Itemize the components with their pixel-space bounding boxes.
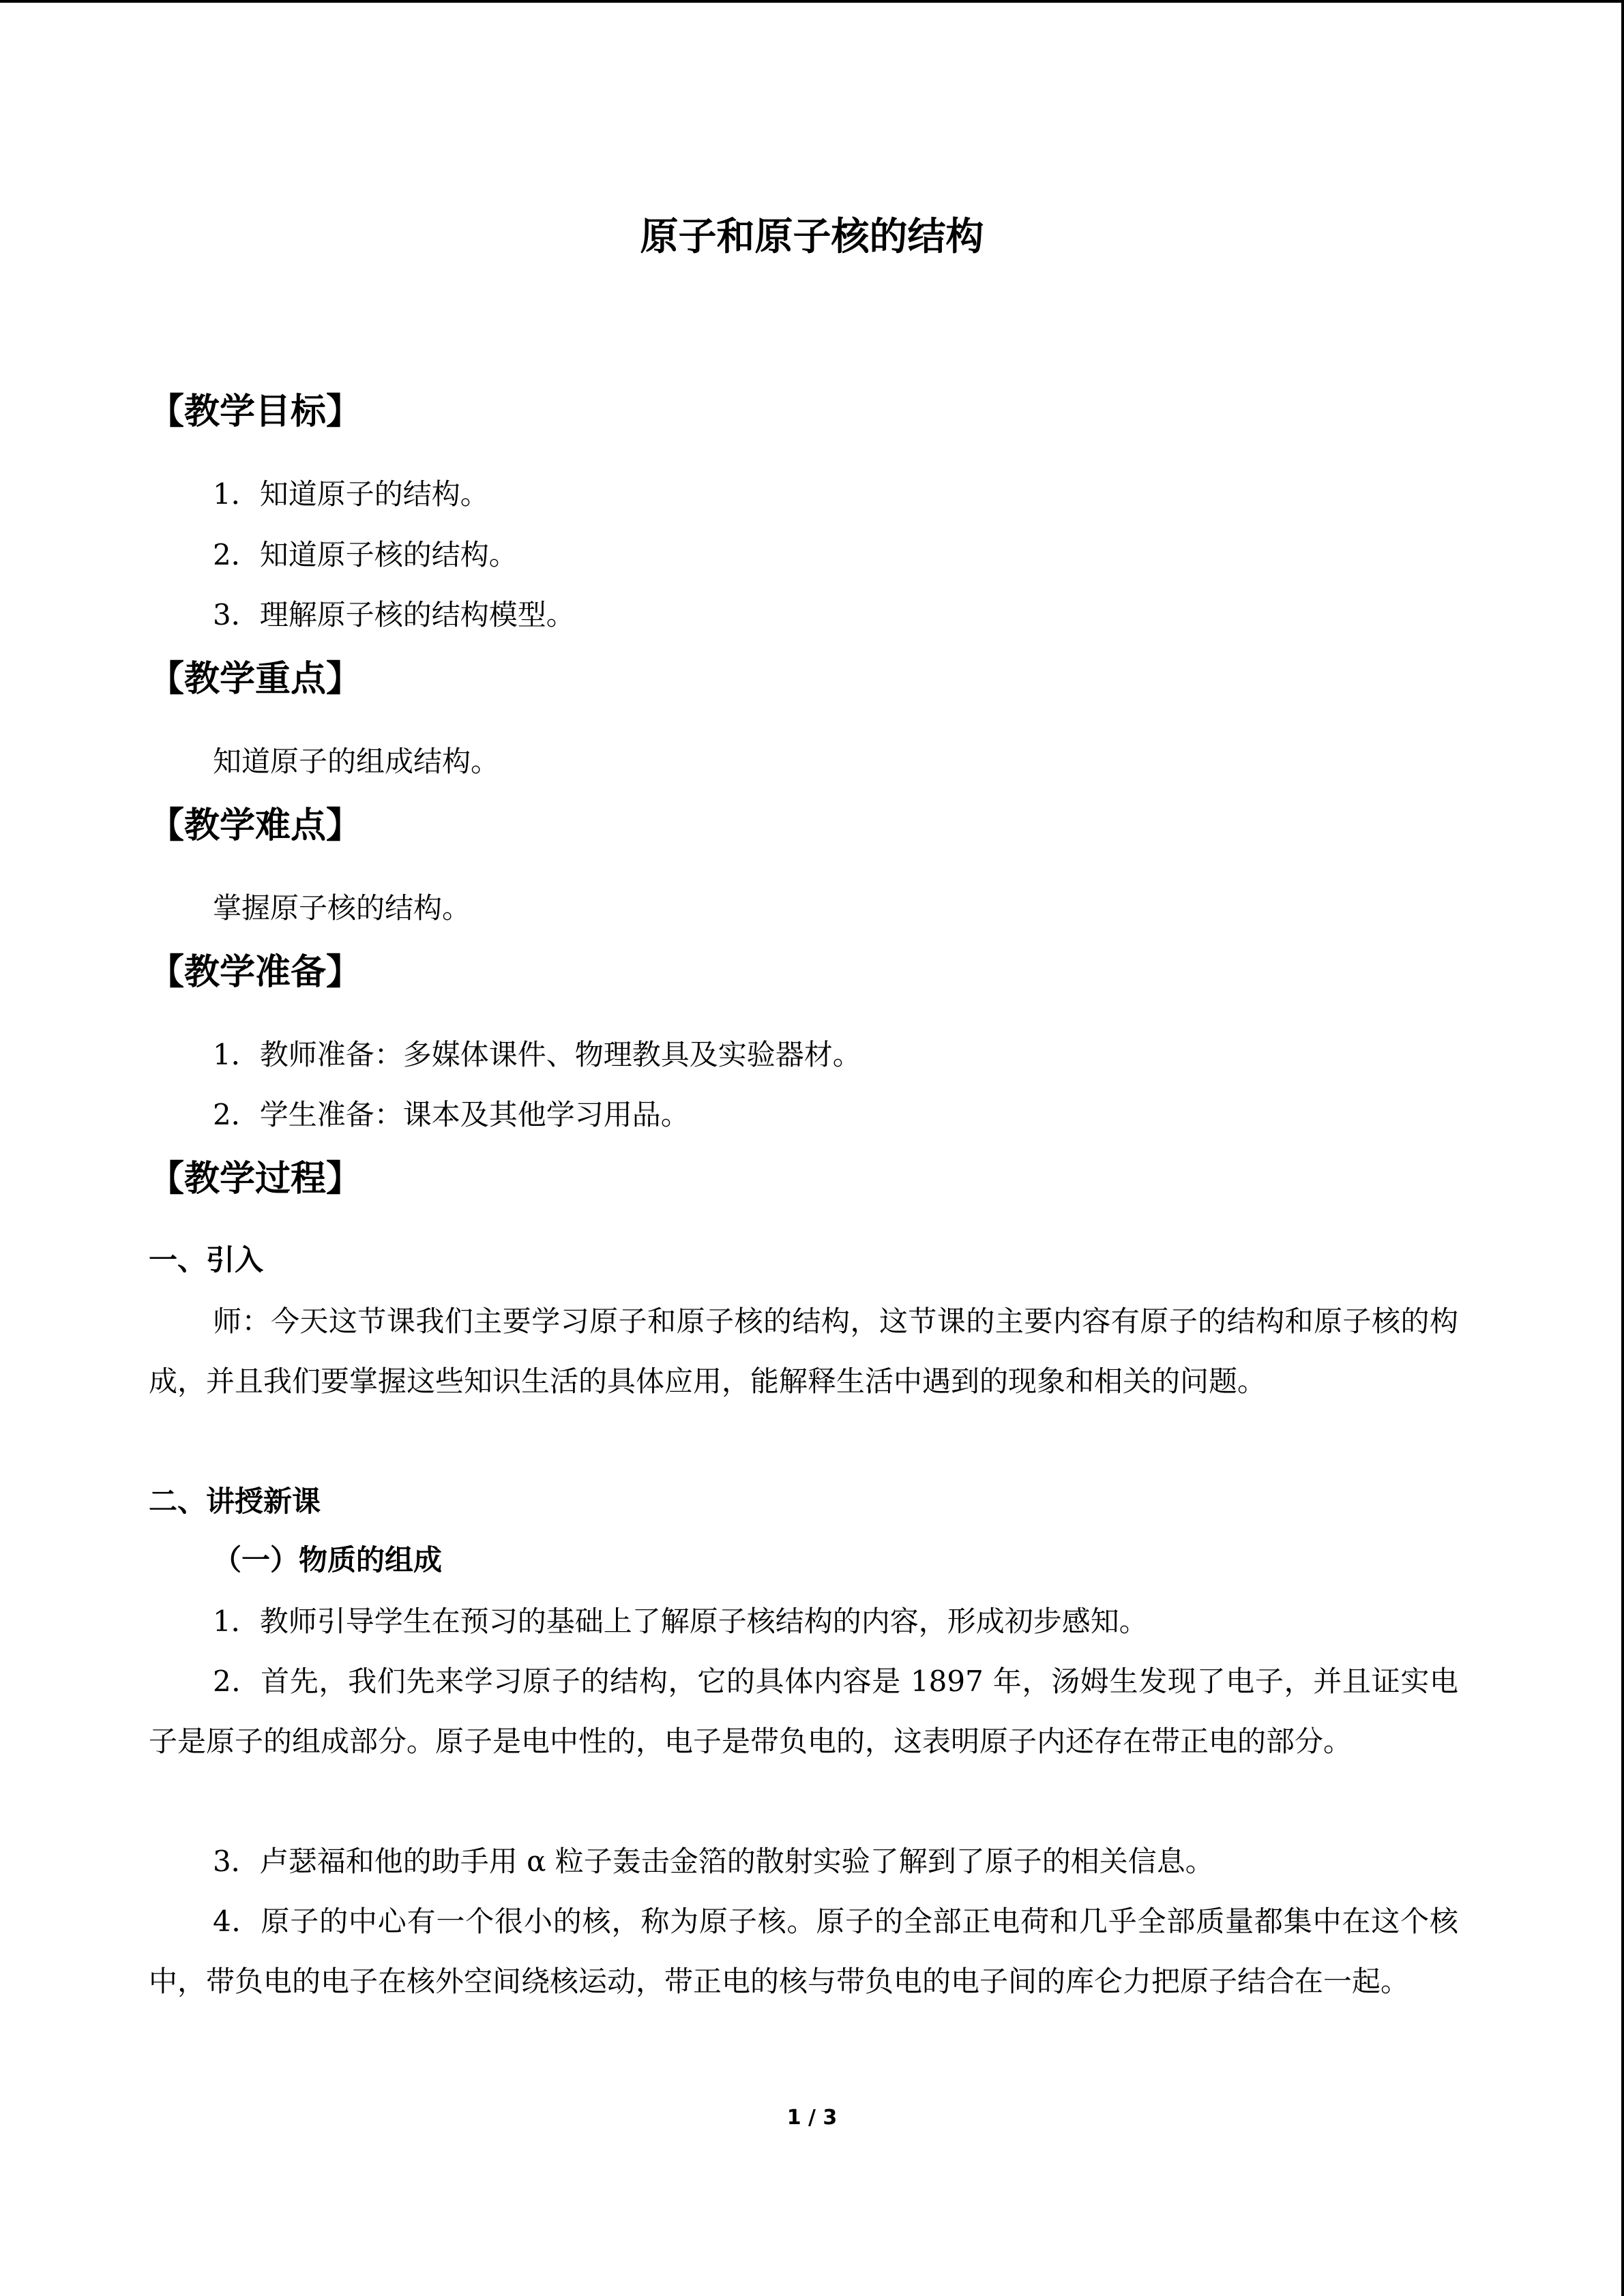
preparation-item-1: 1．教师准备：多媒体课件、物理教具及实验器材。 — [213, 1038, 861, 1071]
key-points-text: 知道原子的组成结构。 — [213, 745, 500, 778]
page-number: 1 / 3 — [786, 2106, 838, 2130]
document-title: 原子和原子核的结构 — [640, 215, 984, 259]
preparation-item-2: 2．学生准备：课本及其他学习用品。 — [213, 1098, 690, 1131]
section-heading-objectives: 【教学目标】 — [149, 391, 362, 432]
objective-item-1: 1．知道原子的结构。 — [213, 477, 489, 511]
objective-item-2: 2．知道原子核的结构。 — [213, 538, 518, 571]
objective-item-3: 3．理解原子核的结构模型。 — [213, 598, 575, 631]
page-right-border — [1621, 0, 1624, 2296]
difficulties-text: 掌握原子核的结构。 — [213, 891, 471, 925]
sub-heading-composition: （一）物质的组成 — [213, 1543, 443, 1577]
section-heading-key-points: 【教学重点】 — [149, 659, 362, 700]
lesson-paragraph-4: 4．原子的中心有一个很小的核，称为原子核。原子的全部正电荷和几乎全部质量都集中在这个核中，带负电的电子在核外空间绕核运动，带正电的核与带负电的电子间的库仑力把原子结合在一起。 — [149, 1905, 1458, 1998]
intro-heading: 一、引入 — [149, 1243, 264, 1277]
lesson-paragraph-2: 2．首先，我们先来学习原子的结构，它的具体内容是 1897 年，汤姆生发现了电子，并且证实电子是原子的组成部分。原子是电中性的，电子是带负电的，这表明原子内还存在带正电的部分。 — [149, 1665, 1458, 1758]
section-heading-process: 【教学过程】 — [149, 1159, 362, 1199]
lesson-paragraph-1: 1．教师引导学生在预习的基础上了解原子核结构的内容，形成初步感知。 — [213, 1605, 1148, 1638]
intro-paragraph: 师：今天这节课我们主要学习原子和原子核的结构，这节课的主要内容有原子的结构和原子核的构成，并且我们要掌握这些知识生活的具体应用，能解释生活中遇到的现象和相关的问题。 — [149, 1304, 1458, 1398]
new-lesson-heading: 二、讲授新课 — [149, 1485, 321, 1518]
lesson-paragraph-3: 3．卢瑟福和他的助手用 α 粒子轰击金箔的散射实验了解到了原子的相关信息。 — [213, 1845, 1214, 1878]
section-heading-difficulties: 【教学难点】 — [149, 805, 362, 846]
page-top-border — [0, 0, 1624, 3]
section-heading-preparation: 【教学准备】 — [149, 952, 362, 993]
